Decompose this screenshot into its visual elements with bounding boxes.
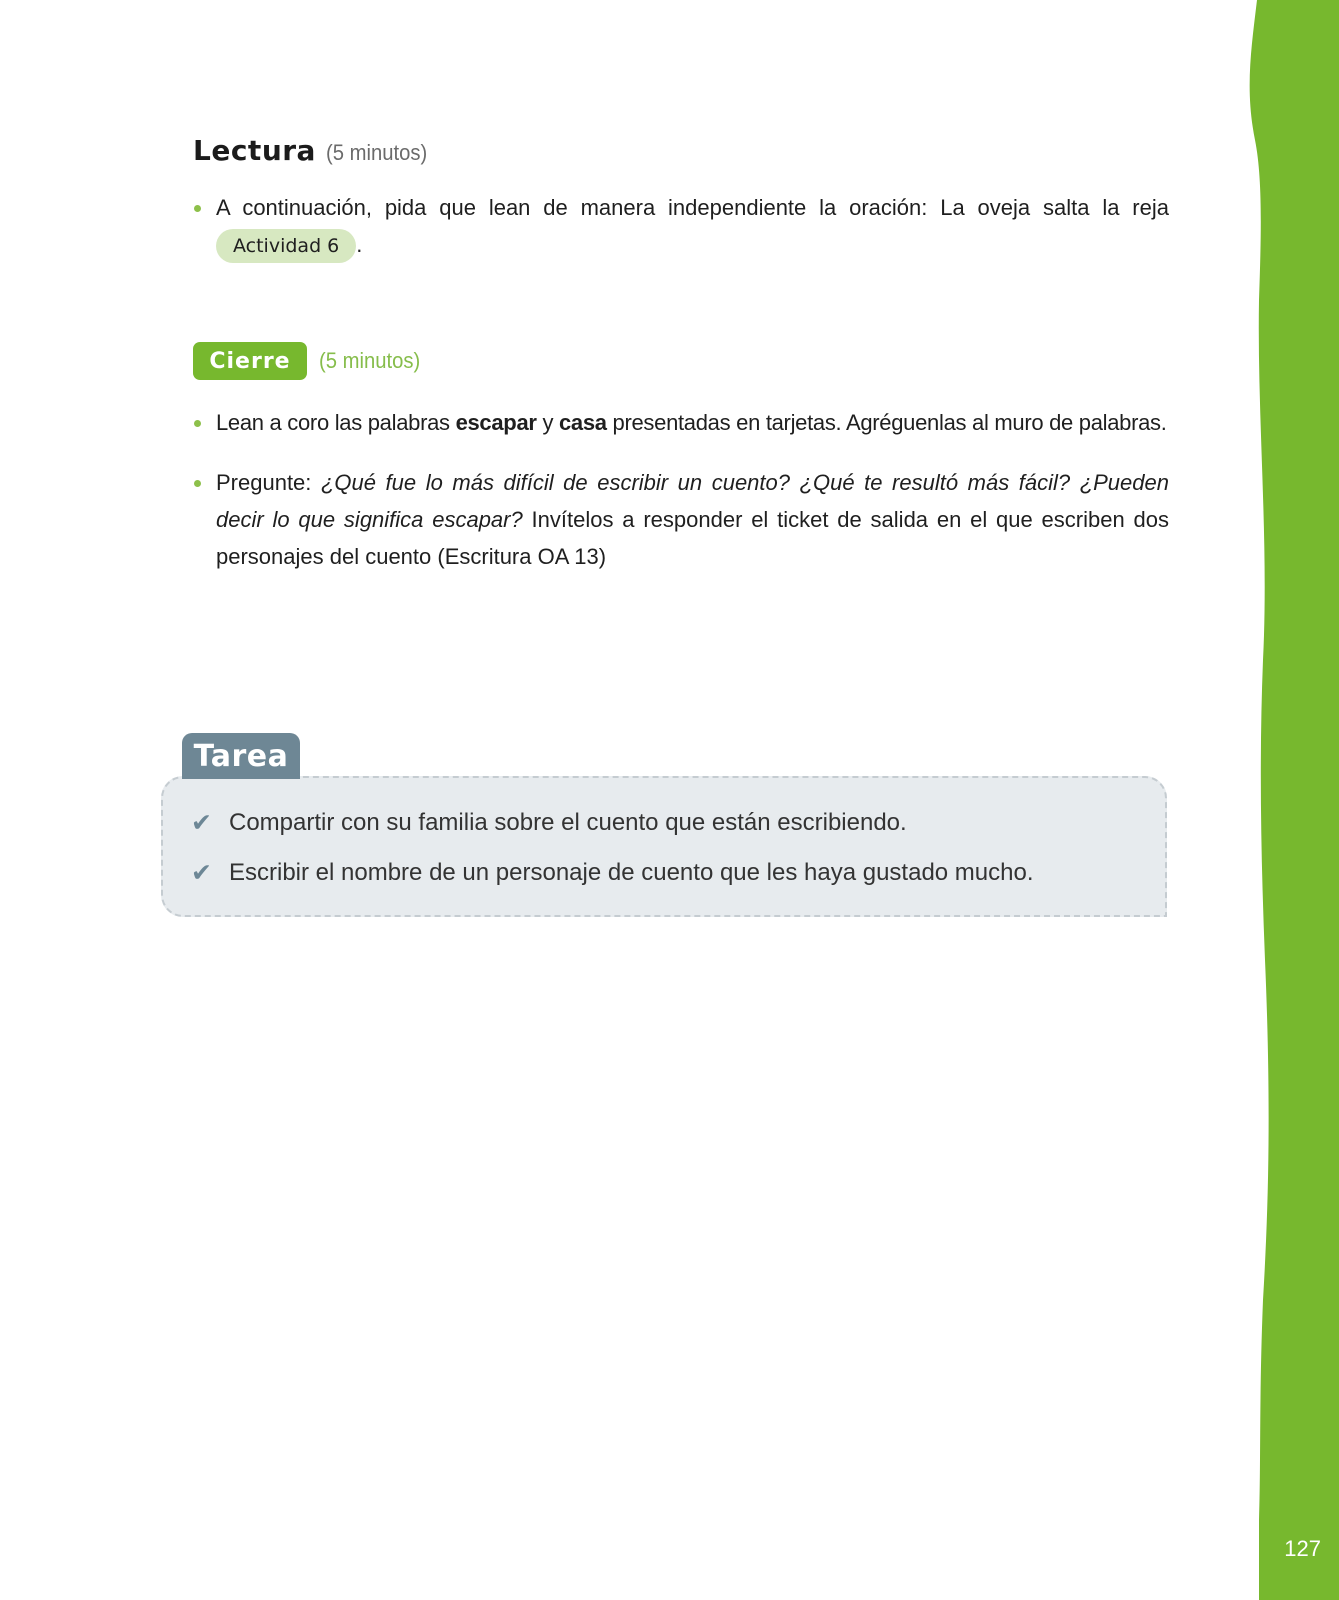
tarea-item-text: Compartir con su familia sobre el cuento que están escribiendo.: [229, 809, 907, 836]
cierre-bullet-2: [193, 464, 1169, 575]
tarea-item-text: Escribir el nombre de un personaje de cuento que les haya gustado mucho.: [229, 859, 1034, 886]
tarea-box: [161, 776, 1167, 917]
word-escapar: escapar: [455, 410, 537, 435]
cierre-b1-before: Lean a coro las palabras: [216, 410, 450, 435]
tarea-item: [191, 856, 1165, 889]
cierre-b1-mid: y: [542, 410, 554, 435]
lectura-heading: [193, 134, 1169, 174]
cierre-b1-after: presentadas en tarjetas. Agréguenlas al muro de palabras.: [612, 410, 1167, 435]
cierre-badge: Cierre: [193, 342, 307, 380]
list-item: [193, 464, 1169, 575]
cierre-b2-lead: Pregunte:: [216, 470, 312, 495]
lectura-duration: (5 minutos): [325, 140, 428, 165]
bullet-dot-icon: [194, 420, 201, 427]
cierre-bullet-1: [193, 404, 1169, 441]
bullet-dot-icon: [194, 205, 201, 212]
list-item: [193, 189, 1169, 263]
lectura-period: .: [356, 232, 363, 257]
tarea-item: [191, 806, 1165, 839]
checkmark-icon: ✔: [191, 858, 212, 887]
green-side-band: [1249, 0, 1339, 1600]
cierre-heading: [193, 342, 1169, 380]
page-number: 127: [1284, 1536, 1321, 1561]
cierre-duration: (5 minutos): [319, 348, 421, 373]
word-casa: casa: [558, 410, 607, 435]
lectura-title: Lectura: [193, 134, 316, 167]
lectura-bullet: [193, 189, 1169, 263]
cierre-b2-rest: Invítelos a responder el ticket de salida en el que escriben dos personajes del cuento (Escritura OA 13): [216, 507, 1169, 569]
lectura-instruction: A continuación, pida que lean de manera independiente la oración: La oveja salta la reja: [216, 195, 1169, 220]
activity-pill: Actividad 6: [216, 229, 356, 263]
cierre-b2-question: ¿Qué fue lo más difícil de escribir un cuento? ¿Qué te resultó más fácil? ¿Pueden decir lo que significa escapar?: [216, 470, 1169, 532]
bullet-dot-icon: [194, 480, 201, 487]
checkmark-icon: ✔: [191, 808, 212, 837]
list-item: [193, 404, 1169, 441]
tarea-tab: Tarea: [182, 733, 300, 779]
lectura-text-line: [216, 189, 1169, 226]
lectura-activity-line: [216, 226, 1169, 263]
